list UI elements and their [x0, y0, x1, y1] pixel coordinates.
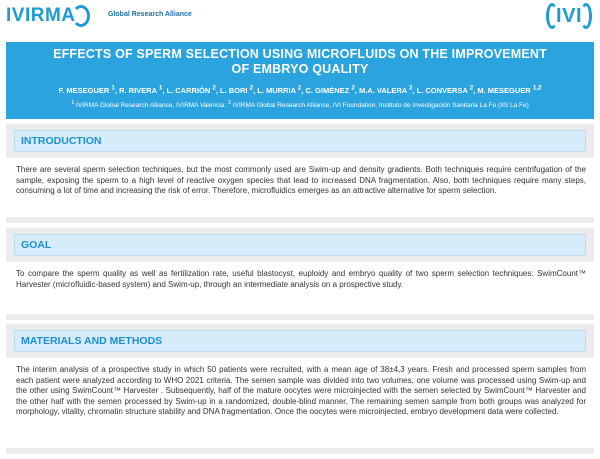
poster-title-line-1: EFFECTS OF SPERM SELECTION USING MICROFLUIDS ON THE IMPROVEMENT	[53, 47, 547, 61]
affiliations: $^1$ IVIRMA Global Research Alliance, IVIRMA Valencia. $^2$ IVIRMA Global Research Alliance, IVI Foundation, Instituto de Investigación Sanitaria La Fe (IIS La Fe)	[71, 99, 529, 109]
goal-text: To compare the sperm quality as well as fertilization rate, useful blastocyst, euploidy and embryo quality of two sperm selection techniques: SwimCount™ Harvester (microfluidic-based system) and Swim-up, through an intermediate analysis on a prospective study.	[6, 262, 594, 296]
ivirma-logo	[6, 5, 90, 27]
author: L. BORI $^2$,	[219, 84, 258, 95]
poster-title-line-2: OF EMBRYO QUALITY	[231, 62, 369, 76]
poster-title	[6, 42, 594, 77]
author: M. MESEGUER $^{1,2}$	[477, 84, 542, 95]
ivirma-logo-arc-icon	[72, 5, 90, 27]
section-heading: MATERIALS AND METHODS	[14, 330, 586, 352]
ivi-logo-text: IVI	[556, 4, 582, 27]
author: L. MURRIA $^2$,	[257, 84, 306, 95]
affiliation-2: IVIRMA Global Research Alliance, IVI Foundation, Instituto de Investigación Sanitaria La Fe (IIS La Fe)	[232, 101, 529, 109]
title-banner	[6, 42, 594, 119]
author: F. MESEGUER $^1$,	[58, 84, 120, 95]
author: R. RIVERA $^1$,	[119, 84, 167, 95]
author: C. GIMÉNEZ $^2$,	[305, 84, 359, 95]
top-bar	[0, 0, 600, 40]
introduction-section	[6, 124, 594, 223]
materials-methods-section	[6, 324, 594, 454]
author-list	[6, 84, 594, 95]
logo-tagline: Global Research Alliance	[108, 11, 192, 18]
ivi-logo	[546, 3, 592, 29]
section-heading: INTRODUCTION	[14, 130, 586, 152]
materials-methods-text: The interim analysis of a prospective study in which 50 patients were recruited, with a mean age of 38±4,3 years. Fresh and processed sperm samples from each patient were analyzed according to WHO 2021 criteria. The semen sample was divided into two volumes, one volume was processed using Swim-up and the other using SwimCount™ Harvester . Subsequently, half of the mature oocytes were microinjected with the semen selected by SwimCount™ Harvester and the other half with the semen processed by Swim-up in a randomized, double-blind manner. The remaining semen sample from both groups was analyzed for morphology, vitality, chromatin structure stability and DNA fragmentation. Once the oocytes were microinjected, embryo development data were collected.	[6, 358, 594, 424]
goal-section	[6, 228, 594, 320]
introduction-text: There are several sperm selection techniques, but the most commonly used are Swim-up and density gradients. Both techniques require centrifugation of the sample, exposing the sperm to a high level of reactive oxygen species that lead to increased DNA fragmentation. Also, both techniques require many steps, consuming a lot of time and increasing the risk of error. Therefore, microfluidics emerges as an attractive alternative for sperm selection.	[6, 158, 594, 203]
ivi-logo-right-arc-icon	[580, 3, 592, 29]
ivirma-logo-text: IVIRMA	[6, 5, 76, 26]
section-heading: GOAL	[14, 234, 586, 256]
affiliation-1: IVIRMA Global Research Alliance, IVIRMA Valencia.	[76, 101, 227, 109]
author: L. CARRIÓN $^2$,	[166, 84, 220, 95]
author: L. CONVERSA $^2$,	[416, 84, 478, 95]
author: M.A. VALERA $^2$,	[358, 84, 417, 95]
